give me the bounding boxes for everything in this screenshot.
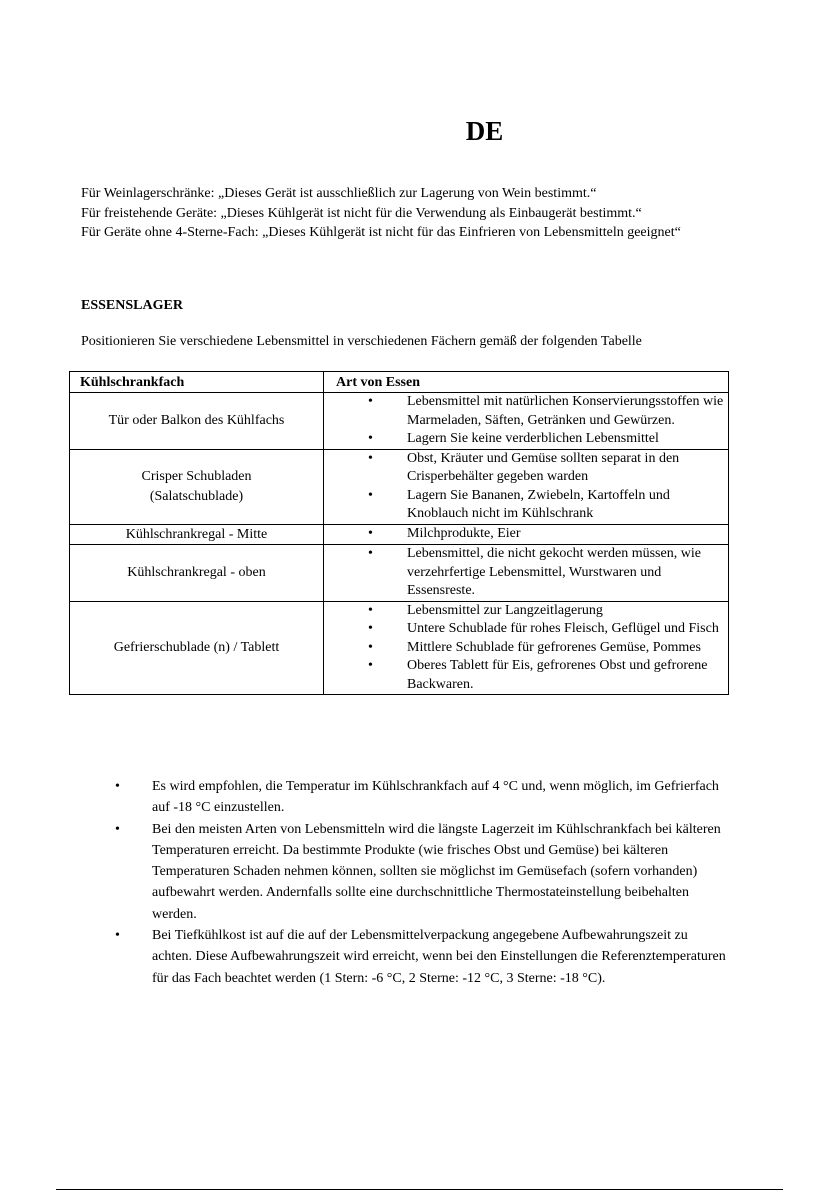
note-text: Es wird empfohlen, die Temperatur im Kühlschrankfach auf 4 °C und, wenn möglich, im Gefrierfach auf -18 °C einzustellen. — [152, 779, 719, 816]
header-food-type: Art von Essen — [324, 372, 729, 393]
foods-cell — [324, 449, 729, 524]
note-text: Bei den meisten Arten von Lebensmitteln wird die längste Lagerzeit im Kühlschrankfach bei kälteren Temperaturen erreicht. Da bestimmte Produkte (wie frisches Obst und Gemüse) bei kälteren Temperaturen Schaden nehmen können, sollten sie möglichst im Gemüsefach (sofern vorhanden) aufbewahrt werden. Andernfalls sollte eine durchschnittliche Thermostateinstellung beibehalten werden. — [152, 821, 721, 922]
table-row — [70, 601, 729, 695]
bullet-icon: • — [368, 602, 373, 618]
compartment-cell: Tür oder Balkon des Kühlfachs — [70, 393, 324, 450]
intro-statements — [81, 184, 741, 243]
bullet-icon: • — [368, 546, 373, 561]
list-item-text: Lebensmittel zur Langzeitlagerung — [407, 602, 603, 618]
list-item — [324, 450, 728, 487]
compartment-cell: Kühlschrankregal - oben — [70, 545, 324, 602]
list-item — [324, 487, 728, 524]
table-instruction: Positionieren Sie verschiedene Lebensmittel in verschiedenen Fächern gemäß der folgenden Tabelle — [81, 334, 642, 349]
list-item-text: Lagern Sie keine verderblichen Lebensmittel — [407, 431, 659, 446]
foods-cell — [324, 393, 729, 450]
list-item — [115, 776, 730, 819]
bullet-icon: • — [368, 639, 373, 655]
intro-line-wine: Für Weinlagerschränke: „Dieses Gerät ist ausschließlich zur Lagerung von Wein bestimmt.“ — [81, 186, 597, 201]
bullet-icon: • — [115, 928, 120, 944]
bullet-icon: • — [368, 658, 373, 673]
compartment-cell: Kühlschrankregal - Mitte — [70, 524, 324, 545]
food-storage-table — [69, 371, 729, 695]
list-item — [115, 819, 730, 925]
list-item — [115, 925, 730, 989]
table-header-row — [70, 372, 729, 393]
foods-cell — [324, 601, 729, 695]
bullet-icon: • — [368, 621, 373, 636]
list-item-text: Obst, Kräuter und Gemüse sollten separat in den Crisperbehälter gegeben warden — [407, 450, 680, 484]
bullet-icon: • — [368, 487, 373, 503]
compartment-label: Crisper Schubladen (Salatschublade) — [141, 469, 252, 504]
list-item — [324, 602, 728, 621]
compartment-cell — [70, 449, 324, 524]
list-item-text: Oberes Tablett für Eis, gefrorenes Obst und gefrorene Backwaren. — [407, 658, 708, 692]
list-item — [324, 639, 728, 658]
intro-line-no-4-star: Für Geräte ohne 4-Sterne-Fach: „Dieses Kühlgerät ist nicht für das Einfrieren von Lebensmitteln geeignet“ — [81, 225, 681, 240]
table-row — [70, 545, 729, 602]
table-row — [70, 524, 729, 545]
table-row — [70, 449, 729, 524]
compartment-cell: Gefrierschublade (n) / Tablett — [70, 601, 324, 695]
list-item-text: Lebensmittel, die nicht gekocht werden müssen, wie verzehrfertige Lebensmittel, Wurstwaren und Essensreste. — [407, 546, 701, 598]
list-item-text: Lagern Sie Bananen, Zwiebeln, Kartoffeln und Knoblauch nicht im Kühlschrank — [407, 487, 670, 521]
footer-divider — [56, 1189, 783, 1190]
note-text: Bei Tiefkühlkost ist auf die auf der Lebensmittelverpackung angegebene Aufbewahrungszeit zu achten. Diese Aufbewahrungszeit wird erreicht, wenn bei den Einstellungen die Referenztemperaturen für das Fach beachtet werden (1 Stern: -6 °C, 2 Sterne: -12 °C, 3 Sterne: -18 °C). — [152, 928, 726, 986]
bullet-icon: • — [115, 821, 120, 837]
section-heading: ESSENSLAGER — [81, 298, 183, 313]
list-item — [324, 393, 728, 430]
intro-line-freestanding: Für freistehende Geräte: „Dieses Kühlgerät ist nicht für die Verwendung als Einbaugerät bestimmt.“ — [81, 205, 642, 221]
list-item-text: Lebensmittel mit natürlichen Konservierungsstoffen wie Marmeladen, Säften, Getränken und Gewürzen. — [407, 394, 724, 428]
bullet-icon: • — [368, 450, 373, 466]
header-compartment: Kühlschrankfach — [70, 372, 324, 393]
list-item — [324, 545, 728, 601]
foods-cell — [324, 545, 729, 602]
bullet-icon: • — [368, 526, 373, 541]
list-item-text: Untere Schublade für rohes Fleisch, Geflügel und Fisch — [407, 621, 719, 636]
foods-cell — [324, 524, 729, 545]
table-row — [70, 393, 729, 450]
list-item — [324, 430, 728, 449]
list-item-text: Milchprodukte, Eier — [407, 526, 521, 541]
list-item-text: Mittlere Schublade für gefrorenes Gemüse, Pommes — [407, 639, 701, 655]
list-item — [324, 657, 728, 694]
list-item — [324, 525, 728, 544]
storage-notes — [115, 776, 730, 989]
list-item — [324, 620, 728, 639]
bullet-icon: • — [115, 779, 120, 794]
bullet-icon: • — [368, 394, 373, 409]
bullet-icon: • — [368, 431, 373, 446]
page-title: DE — [465, 116, 504, 146]
